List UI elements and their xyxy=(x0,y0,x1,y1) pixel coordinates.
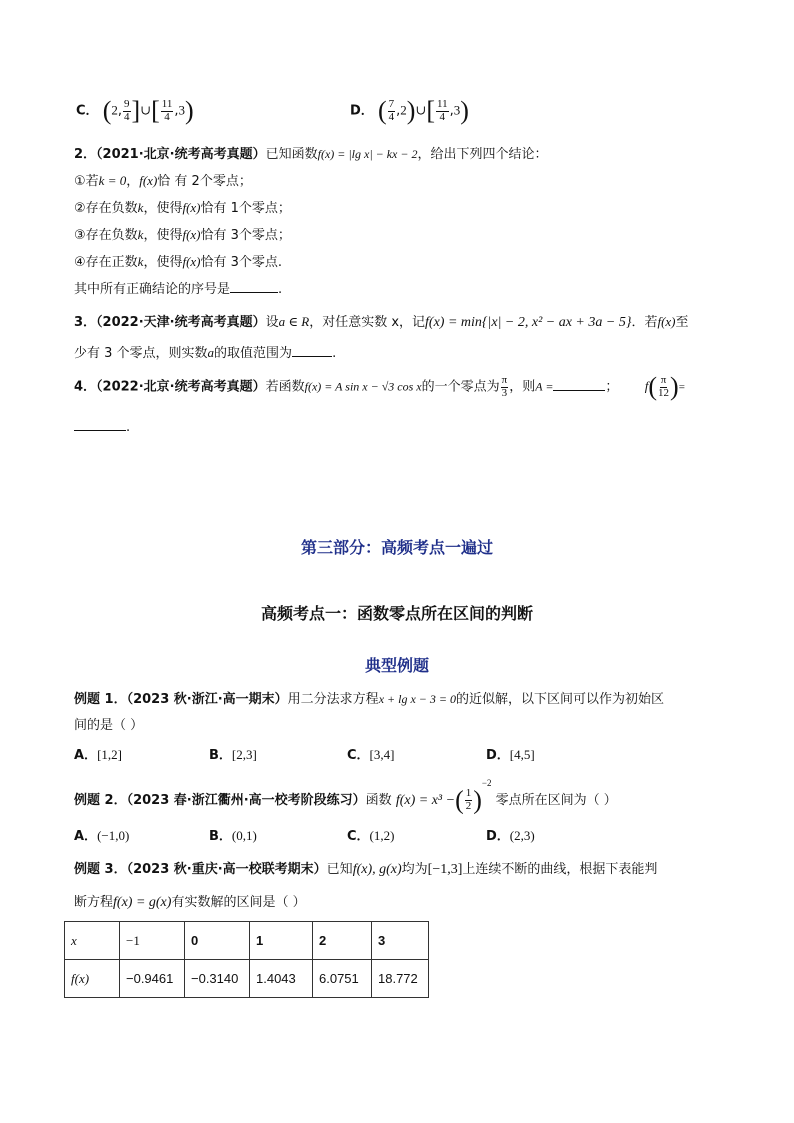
table-cell: 1.4043 xyxy=(250,960,313,998)
option-label: D． xyxy=(350,103,374,119)
example-2-option-c[interactable]: C．(1,2) xyxy=(347,828,395,844)
question-2-ask: 其中所有正确结论的序号是 . xyxy=(74,282,283,297)
fraction: $\frac{11}{4}$ xyxy=(161,97,173,123)
fraction: $\frac{\pi}{12}$ xyxy=(658,373,670,399)
question-4-line-2: . xyxy=(74,418,130,435)
example-1-option-c[interactable]: C．[3,4] xyxy=(347,747,395,763)
fraction: $\frac{11}{4}$ xyxy=(437,97,448,123)
table-header-cell: f(x) xyxy=(65,960,120,998)
table-cell: 6.0751 xyxy=(313,960,372,998)
example-1-line-1: 例题 1．（2023 秋·浙江·高一期末）用二分法求方程x + lg x − 3 = 0的近似解，以下区间可以作为初始区 xyxy=(74,692,664,707)
table-cell: 18.772 xyxy=(372,960,429,998)
fraction: $\frac{\pi}{3}$ xyxy=(501,373,508,399)
section-title: 第三部分：高频考点一遍过 xyxy=(300,538,493,557)
topic-title: 高频考点一：函数零点所在区间的判断 xyxy=(260,604,533,623)
question-2-item-3: ③存在负数k，使得f(x)恰有 3个零点； xyxy=(74,227,291,243)
example-1-option-d[interactable]: D．[4,5] xyxy=(486,747,535,763)
table-cell: −0.3140 xyxy=(185,960,250,998)
example-1-line-2: 间的是（ ） xyxy=(74,718,144,733)
fraction: $\frac{1}{2}$ xyxy=(465,787,472,812)
answer-blank xyxy=(553,378,605,391)
example-3-line-1: 例题 3．（2023 秋·重庆·高一校联考期末）已知f(x), g(x)均为[−1,3]上连续不断的曲线，根据下表能判 xyxy=(74,862,658,877)
example-1-option-b[interactable]: B．[2,3] xyxy=(209,747,257,763)
question-3-line-1: 3．（2022·天津·统考高考真题）设a ∈ R，对任意实数 x，记f(x) = min{|x| − 2, x² − ax + 3a − 5}．若f(x)至 xyxy=(74,314,689,330)
example-1-option-a[interactable]: A．[1,2] xyxy=(74,747,122,763)
example-2-option-d[interactable]: D．(2,3) xyxy=(486,828,535,844)
table-cell: 2 xyxy=(313,922,372,960)
table-row xyxy=(65,922,429,960)
option-d-prev: D． ( $\frac{7}{4}$ ,2)∪[ $\frac{11}{4}$ ,3) xyxy=(350,96,469,125)
fraction: $\frac{9}{4}$ xyxy=(124,97,130,123)
table-cell: −1 xyxy=(120,922,185,960)
fraction: $\frac{7}{4}$ xyxy=(388,97,395,123)
values-table xyxy=(64,921,429,998)
example-3-line-2: 断方程f(x) = g(x)有实数解的区间是（ ） xyxy=(74,895,306,910)
option-c-prev: C． (2, $\frac{9}{4}$ ]∪[ $\frac{11}{4}$ ,3) xyxy=(76,96,194,125)
table-cell: −0.9461 xyxy=(120,960,185,998)
example-2-option-b[interactable]: B．(0,1) xyxy=(209,828,257,844)
question-2-item-4: ④存在正数k，使得f(x)恰有 3个零点. xyxy=(74,254,283,270)
example-2-option-a[interactable]: A．(−1,0) xyxy=(74,828,130,844)
table-cell: 0 xyxy=(185,922,250,960)
examples-title: 典型例题 xyxy=(364,656,429,675)
answer-blank xyxy=(292,344,332,357)
table-header-cell: x xyxy=(65,922,120,960)
question-2-stem: 2．（2021·北京·统考高考真题）已知函数f(x) = |lg x| − kx − 2，给出下列四个结论： xyxy=(74,147,548,162)
table-cell: 1 xyxy=(250,922,313,960)
question-2-item-2: ②存在负数k，使得f(x)恰有 1个零点； xyxy=(74,200,291,216)
question-4-line-1: 4．（2022·北京·统考高考真题）若函数f(x) = A sin x − √3 cos x的一个零点为 $\frac{\pi}{3}$ ，则A = ； f( $\frac{\pi}{12}$ )= xyxy=(74,372,685,401)
example-2-line-1: 例题 2．（2023 春·浙江衢州·高一校考阶段练习）函数 f(x) = x³ −( $\frac{1}{2}$ )$^{-2}$ 零点所在区间为（ ） xyxy=(74,778,617,815)
answer-blank xyxy=(74,418,126,431)
table-row xyxy=(65,960,429,998)
answer-blank xyxy=(230,280,278,293)
question-2-item-1: ①若k = 0，f(x)恰 有 2个零点； xyxy=(74,173,252,189)
table-cell: 3 xyxy=(372,922,429,960)
option-label: C． xyxy=(76,103,99,119)
question-3-line-2: 少有 3 个零点，则实数a的取值范围为 . xyxy=(74,345,337,361)
